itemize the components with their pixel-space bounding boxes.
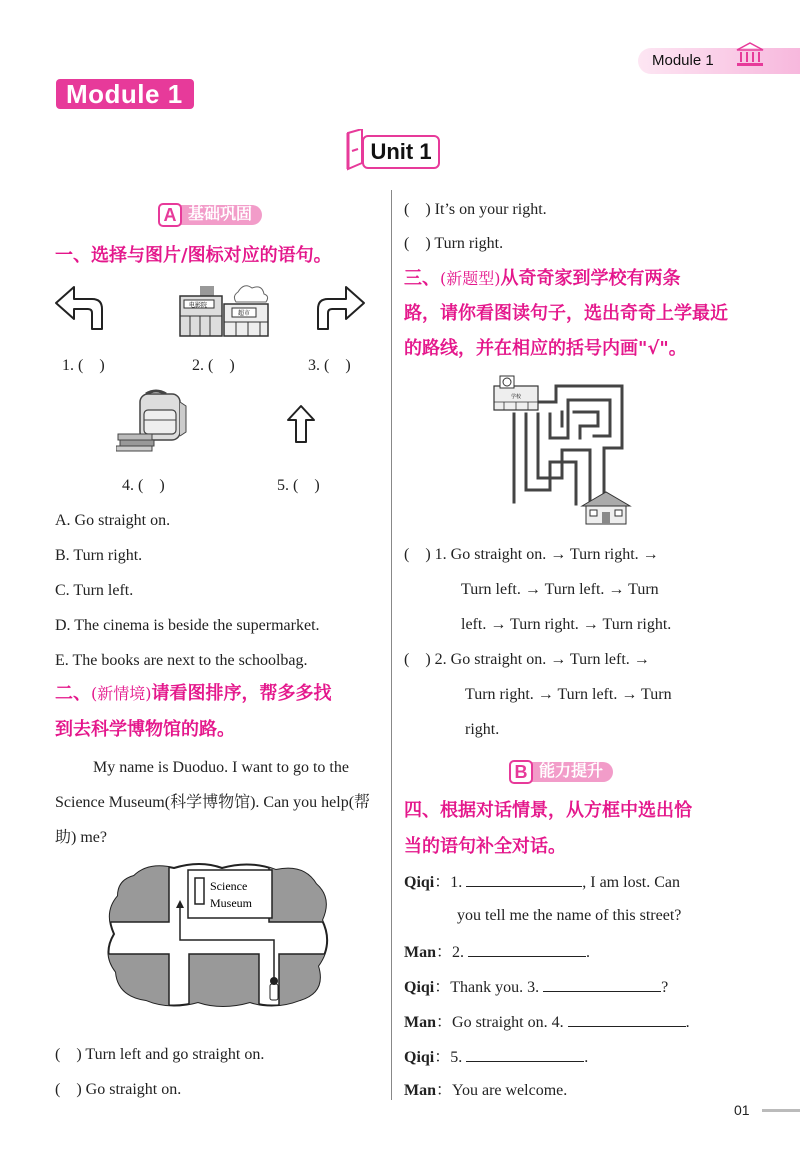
blank-3[interactable] xyxy=(543,976,661,992)
supermarket-sign: 超市 xyxy=(237,310,251,317)
dialog-line-5: Qiqi：5. . xyxy=(404,1046,588,1068)
section-b-badge xyxy=(509,760,613,784)
dialog-2-text: 2. xyxy=(452,944,469,961)
speaker-qiqi: Qiqi xyxy=(404,874,435,891)
dialog-5-text: 5. xyxy=(450,1049,467,1066)
dialog-line-4: Man：Go straight on. 4. . xyxy=(404,1011,690,1033)
cinema-sign: 电影院 xyxy=(188,302,208,309)
module-title-badge: Module 1 xyxy=(56,79,194,109)
dialog-5-tail: . xyxy=(584,1049,589,1066)
blank-1[interactable] xyxy=(466,871,582,887)
maze-map xyxy=(490,372,640,532)
route-2-line-3: right. xyxy=(465,721,500,738)
q3-title xyxy=(404,262,681,296)
dialog-line-6: Man：You are welcome. xyxy=(404,1082,568,1099)
blank-5[interactable] xyxy=(466,1046,584,1062)
blank-2[interactable] xyxy=(468,941,586,957)
speaker-man: Man xyxy=(404,1014,436,1031)
page-number: 01 xyxy=(734,1102,750,1118)
q3-title-line2: 路，请你看图读句子，选出奇奇上学最近 xyxy=(404,303,728,324)
museum-icon xyxy=(735,42,765,68)
cinema-supermarket-icon xyxy=(178,282,270,338)
school-sign: 学校 xyxy=(510,394,522,400)
q2-line-3[interactable]: ( ) It’s on your right. xyxy=(404,201,547,218)
speaker-qiqi: Qiqi xyxy=(404,1049,435,1066)
column-divider xyxy=(391,190,392,1100)
q3-title-post: 从奇奇家到学校有两条 xyxy=(500,268,681,289)
route-2-line-1[interactable]: ( ) 2. Go straight on. → Turn left. → xyxy=(404,651,650,668)
picture-2-answer[interactable]: 2. ( ) xyxy=(192,357,235,374)
option-e: E. The books are next to the schoolbag. xyxy=(55,652,308,669)
map-label-museum: Museum xyxy=(210,896,252,910)
q4-title-line2: 当的语句补全对话。 xyxy=(404,836,566,857)
dialog-4-tail: . xyxy=(685,1014,690,1031)
header-module-label: Module 1 xyxy=(652,52,714,69)
route-2-line-2: Turn right. → Turn left. → Turn xyxy=(465,686,672,703)
straight-arrow-icon xyxy=(286,404,316,444)
q4-title-line1: 四、根据对话情景，从方框中选出恰 xyxy=(404,800,692,821)
q2-line-4[interactable]: ( ) Turn right. xyxy=(404,235,504,252)
dialog-1-text: 1. xyxy=(450,874,467,891)
picture-4-answer[interactable]: 4. ( ) xyxy=(122,477,165,494)
q1-title: 一、选择与图片/图标对应的语句。 xyxy=(55,245,332,266)
q2-line-2[interactable]: ( ) Go straight on. xyxy=(55,1081,182,1098)
page-number-rule xyxy=(762,1109,800,1112)
q2-title-pre: 二、 xyxy=(55,683,91,704)
route-1-line-2: Turn left. → Turn left. → Turn xyxy=(461,581,659,598)
q2-line-1[interactable]: ( ) Turn left and go straight on. xyxy=(55,1046,265,1063)
q2-tag: (新情境) xyxy=(91,684,152,703)
speaker-qiqi: Qiqi xyxy=(404,979,435,996)
dialog-3-text: Thank you. 3. xyxy=(450,979,544,996)
dialog-line-2: Man：2. . xyxy=(404,941,590,963)
q3-title-line3: 的路线，并在相应的括号内画"√"。 xyxy=(404,338,687,359)
schoolbag-books-icon xyxy=(116,388,190,452)
option-c: C. Turn left. xyxy=(55,582,134,599)
museum-route-map xyxy=(104,862,332,1008)
picture-3-answer[interactable]: 3. ( ) xyxy=(308,357,351,374)
picture-1-answer[interactable]: 1. ( ) xyxy=(62,357,105,374)
option-a: A. Go straight on. xyxy=(55,512,171,529)
section-b-label: 能力提升 xyxy=(529,762,613,782)
section-a-label: 基础巩固 xyxy=(178,205,262,225)
speaker-man: Man xyxy=(404,944,436,961)
section-b-letter: B xyxy=(509,760,533,784)
option-b: B. Turn right. xyxy=(55,547,143,564)
picture-5-answer[interactable]: 5. ( ) xyxy=(277,477,320,494)
dialog-line-1: Qiqi：1. , I am lost. Can xyxy=(404,871,680,893)
q2-passage: My name is Duoduo. I want to go to the Science Museum(科学博物馆). Can you help(帮助) me? xyxy=(55,759,371,846)
q3-title-pre: 三、 xyxy=(404,268,440,289)
speaker-man: Man xyxy=(404,1082,436,1099)
dialog-3-tail: ? xyxy=(661,979,669,996)
q3-tag: (新题型) xyxy=(440,269,501,288)
turn-left-icon xyxy=(54,285,104,331)
q2-title-post: 请看图排序，帮多多找 xyxy=(151,683,332,704)
option-d: D. The cinema is beside the supermarket. xyxy=(55,617,320,634)
dialog-2-tail: . xyxy=(586,944,591,961)
route-1-line-3: left. → Turn right. → Turn right. xyxy=(461,616,672,633)
school-building-icon xyxy=(494,376,538,410)
turn-right-icon xyxy=(316,285,366,331)
unit-title: Unit 1 xyxy=(362,135,440,169)
route-1-line-1[interactable]: ( ) 1. Go straight on. → Turn right. → xyxy=(404,546,659,563)
q2-title xyxy=(55,677,332,711)
q2-title-line2: 到去科学博物馆的路。 xyxy=(55,719,235,740)
dialog-1-tail: , I am lost. Can xyxy=(582,874,681,891)
blank-4[interactable] xyxy=(568,1011,686,1027)
section-a-letter: A xyxy=(158,203,182,227)
dialog-6-text: You are welcome. xyxy=(452,1082,568,1099)
section-a-badge xyxy=(158,203,262,227)
dialog-4-text: Go straight on. 4. xyxy=(452,1014,568,1031)
dialog-line-1b: you tell me the name of this street? xyxy=(457,907,682,924)
map-label-science: Science xyxy=(210,879,248,893)
dialog-line-3: Qiqi：Thank you. 3. ? xyxy=(404,976,668,998)
